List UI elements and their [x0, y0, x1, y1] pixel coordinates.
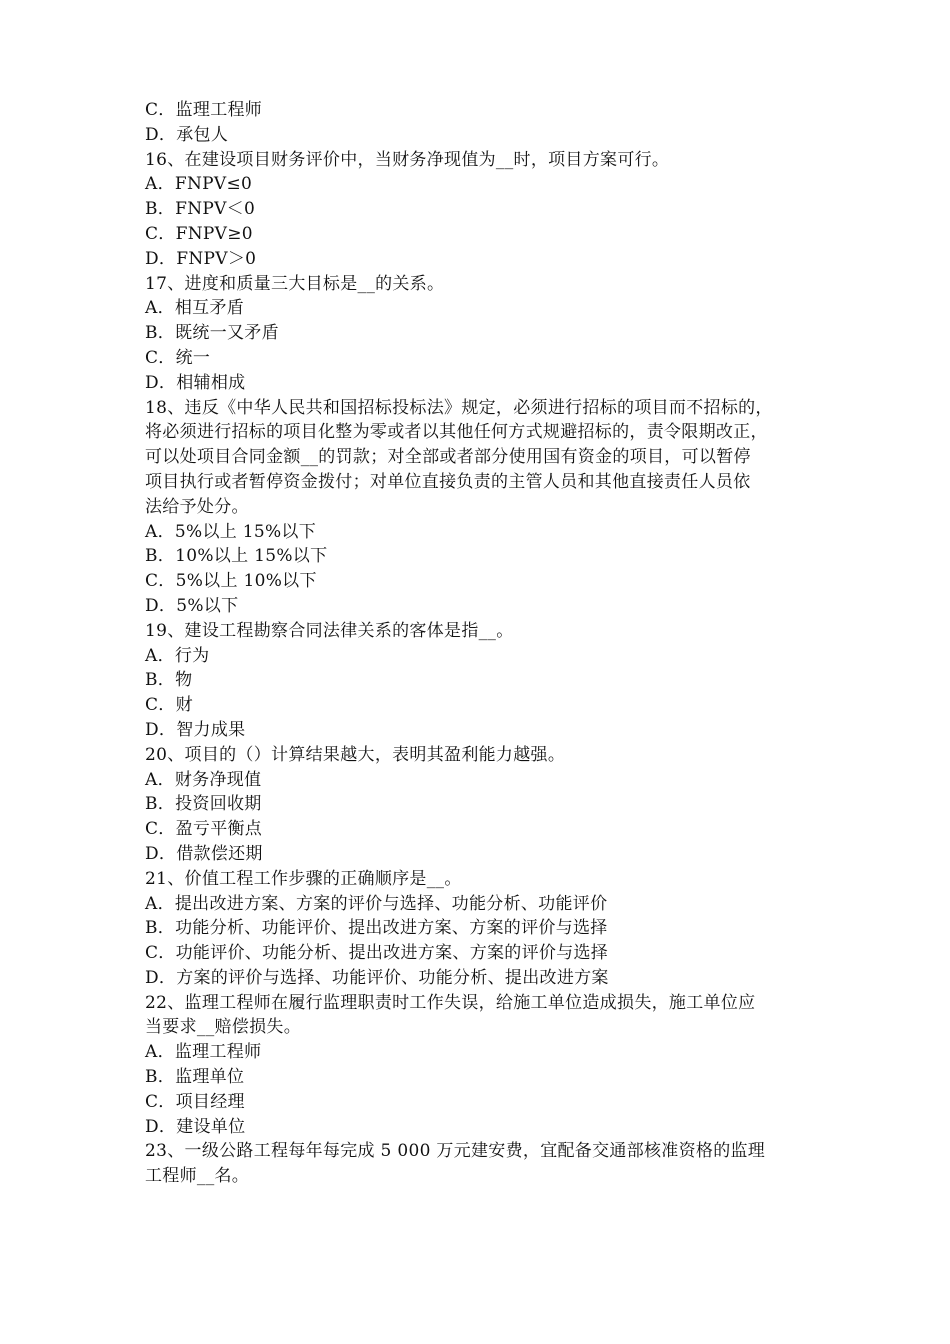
option-line: D．智力成果: [145, 719, 246, 740]
option-line: A．监理工程师: [145, 1042, 262, 1063]
option-line: D．方案的评价与选择、功能评价、功能分析、提出改进方案: [145, 967, 609, 988]
option-line: D．相辅相成: [145, 372, 246, 393]
question-18: 18、违反《中华人民共和国招标投标法》规定，必须进行招标的项目而不招标的，: [145, 397, 773, 418]
exam-questions: [145, 98, 815, 1189]
option-line: C．财: [145, 695, 193, 716]
option-line: B．既统一又矛盾: [145, 323, 279, 344]
option-line: B．物: [145, 670, 193, 691]
option-line: B．10%以上 15%以下: [145, 546, 328, 567]
option-line: B．FNPV＜0: [145, 199, 256, 220]
option-line: A．财务净现值: [145, 769, 262, 790]
option-line: D．5%以下: [145, 595, 239, 616]
option-line: A．FNPV≤0: [145, 174, 253, 195]
question-23-cont: 工程师__名。: [145, 1166, 250, 1187]
question-23: 23、一级公路工程每年每完成 5 000 万元建安费，宜配备交通部核准资格的监理: [145, 1141, 766, 1162]
question-22: 22、监理工程师在履行监理职责时工作失误，给施工单位造成损失，施工单位应: [145, 992, 756, 1013]
option-line: D．FNPV＞0: [145, 248, 257, 269]
option-line: D．承包人: [145, 124, 229, 145]
option-line: D．借款偿还期: [145, 843, 263, 864]
question-16: 16、在建设项目财务评价中，当财务净现值为__时，项目方案可行。: [145, 149, 670, 170]
question-18-cont: 可以处项目合同金额__的罚款；对全部或者部分使用国有资金的项目，可以暂停: [145, 447, 751, 468]
question-18-cont: 项目执行或者暂停资金拨付；对单位直接负责的主管人员和其他直接责任人员依: [145, 471, 751, 492]
option-line: A．行为: [145, 645, 210, 666]
question-18-cont: 将必须进行招标的项目化整为零或者以其他任何方式规避招标的，责令限期改正，: [145, 422, 768, 443]
question-17: 17、进度和质量三大目标是__的关系。: [145, 273, 445, 294]
option-line: A．5%以上 15%以下: [145, 521, 317, 542]
option-line: B．投资回收期: [145, 794, 262, 815]
question-22-cont: 当要求__赔偿损失。: [145, 1017, 301, 1038]
option-line: D．建设单位: [145, 1116, 246, 1137]
option-line: C．统一: [145, 347, 211, 368]
question-19: 19、建设工程勘察合同法律关系的客体是指__。: [145, 620, 514, 641]
question-21: 21、价值工程工作步骤的正确顺序是__。: [145, 868, 462, 889]
question-18-cont: 法给予处分。: [145, 496, 249, 517]
option-line: C．盈亏平衡点: [145, 819, 263, 840]
option-line: C．功能评价、功能分析、提出改进方案、方案的评价与选择: [145, 943, 609, 964]
option-line: A．相互矛盾: [145, 298, 245, 319]
option-line: B．监理单位: [145, 1067, 245, 1088]
option-line: C．FNPV≥0: [145, 223, 253, 244]
option-line: A．提出改进方案、方案的评价与选择、功能分析、功能评价: [145, 893, 608, 914]
option-line: C．项目经理: [145, 1091, 245, 1112]
option-line: C．5%以上 10%以下: [145, 571, 317, 592]
option-line: B．功能分析、功能评价、提出改进方案、方案的评价与选择: [145, 918, 608, 939]
question-20: 20、项目的（）计算结果越大，表明其盈利能力越强。: [145, 744, 566, 765]
option-line: C．监理工程师: [145, 100, 263, 120]
